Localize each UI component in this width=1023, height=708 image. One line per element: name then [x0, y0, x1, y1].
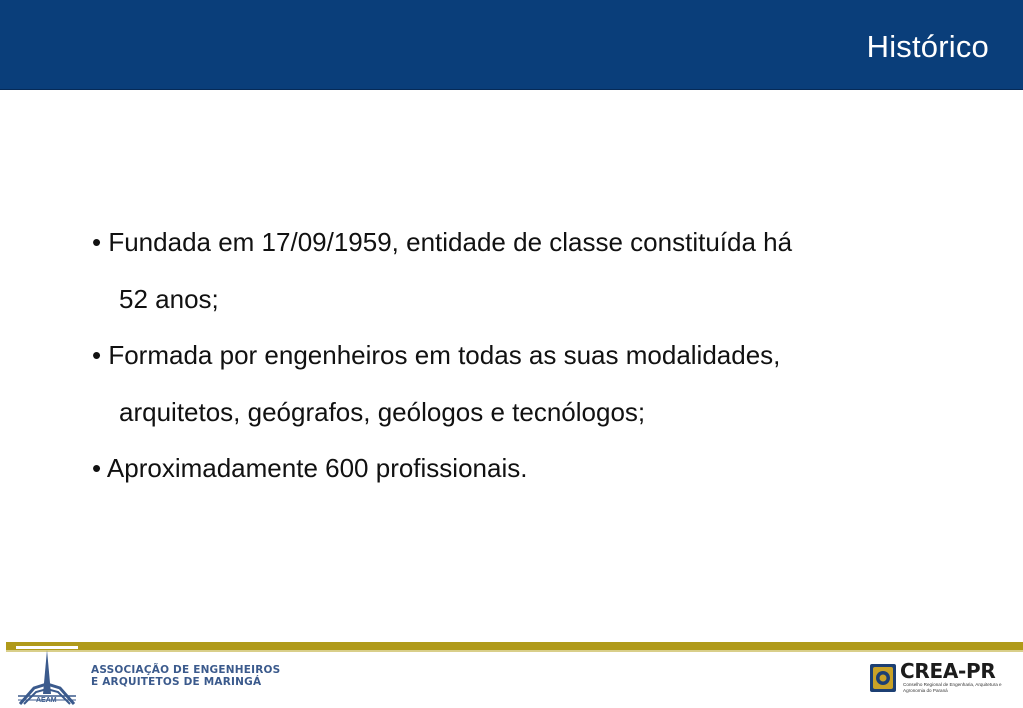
bullet-text-continuation: 52 anos;: [119, 283, 219, 314]
bullet-text: Fundada em 17/09/1959, entidade de classe constituída há: [108, 227, 793, 257]
bullet-item: [92, 214, 992, 327]
crea-logo-text: CREA-PR: [900, 659, 996, 683]
bullet-marker: •: [92, 340, 102, 370]
footer-divider: [6, 642, 1023, 650]
crea-emblem-icon: [869, 663, 897, 693]
bullet-text-continuation: arquitetos, geógrafos, geólogos e tecnólogos;: [119, 396, 646, 427]
slide-title: Histórico: [866, 29, 989, 64]
crea-subtitle: Conselho Regional de Engenharia, Arquitetura e Agronomia do Paraná: [903, 682, 1002, 693]
aeam-name: ASSOCIAÇÃO DE ENGENHEIROS E ARQUITETOS DE MARINGÁ: [91, 664, 281, 688]
bullet-marker: •: [92, 453, 102, 483]
bullet-marker: •: [92, 227, 102, 257]
slide-body: [92, 214, 992, 497]
bullet-item: [92, 327, 992, 440]
aeam-abbreviation: AEAM: [36, 697, 57, 704]
bullet-text: Formada por engenheiros em todas as suas modalidades,: [108, 340, 781, 370]
slide-header: [0, 0, 1023, 90]
bullet-text: Aproximadamente 600 profissionais.: [106, 453, 528, 483]
bullet-item: [92, 440, 992, 497]
